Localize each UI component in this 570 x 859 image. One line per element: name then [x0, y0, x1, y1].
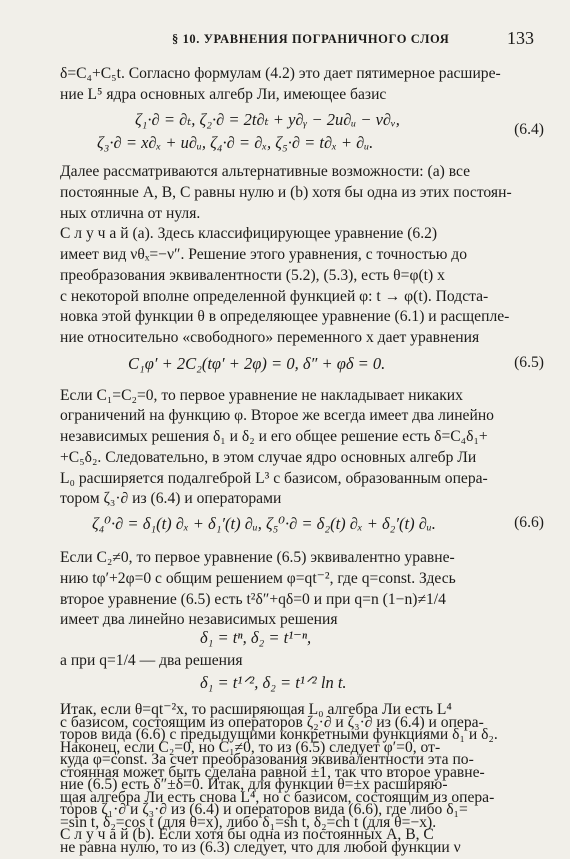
- text-line: тором ζ₃·∂ из (6.4) и операторами: [60, 490, 282, 507]
- text-line: независимых решения δ₁ и δ₂ и его общее решение есть δ=C₄δ₁+: [60, 428, 488, 445]
- text-line: постоянные A, B, C равны нулю и (b) хотя бы одна из этих постоян-: [60, 184, 512, 201]
- equation-6-6: [0, 514, 570, 538]
- text-line: ние относительно «свободного» переменного x дает уравнения: [60, 329, 480, 346]
- section-title: § 10. УРАВНЕНИЯ ПОГРАНИЧНОГО СЛОЯ: [172, 32, 450, 46]
- text-line: преобразования эквивалентности (5.2), (5.3), есть θ=φ(t) x: [60, 267, 445, 284]
- solutions-equation-1: [0, 628, 570, 652]
- text-line: имеет вид νθₓ=−ν″. Решение этого уравнения, с точностью до: [60, 246, 468, 263]
- text-line: стоянная может быть сделана равной ±1, так что второе уравне-: [60, 763, 485, 781]
- text-line: новка этой функции θ в определяющее уравнение (6.1) и расщепле-: [60, 308, 510, 325]
- equation-number: (6.6): [514, 514, 544, 531]
- page-number: 133: [507, 28, 534, 48]
- equation-6-4-number-row: [0, 121, 570, 145]
- text-line: ние (6.5) есть δ″±δ=0. Итак, для функции θ=±x расширяю-: [60, 776, 448, 794]
- text-line: с базисом, состоящим из операторов ζ₂·∂ и ζ₃·∂ из (6.4) и опера-: [60, 713, 484, 731]
- text-line: ных отлична от нуля.: [60, 205, 201, 222]
- text-line: =sin t, δ₂=cos t (для θ=x), либо δ₁=sh t, δ₂=ch t (для θ=−x).: [60, 813, 437, 831]
- text-line: торов вида (6.6) с предыдущими конкретными функциями δ₁ и δ₂.: [60, 726, 498, 744]
- equation-text: δ₁ = t¹ᐟ², δ₂ = t¹ᐟ² ln t.: [200, 673, 347, 692]
- equation-text: C₁φ′ + 2C₂(tφ′ + 2φ) = 0, δ″ + φδ = 0.: [128, 354, 386, 373]
- text-line: δ=C₄+C₅t. Согласно формулам (4.2) это дает пятимерное расшире-: [60, 65, 501, 82]
- text-line: куда φ=const. За счет преобразования эквивалентности эта по-: [60, 751, 474, 769]
- text-line: L₀ расширяется подалгеброй L³ с базисом, образованным опера-: [60, 470, 488, 487]
- solutions-equation-2: [0, 673, 570, 697]
- text-line: второе уравнение (6.5) есть t²δ″+qδ=0 и при q=n (1−n)≠1/4: [60, 591, 446, 608]
- text-line: имеет два линейно независимых решения: [60, 611, 338, 628]
- text-line: Далее рассматриваются альтернативные возможности: (a) все: [60, 163, 471, 180]
- text-line: Если C₂≠0, то первое уравнение (6.5) эквивалентно уравне-: [60, 549, 455, 566]
- text-line: щая алгебра Ли есть снова L⁴, но с базисом, состоящим из опера-: [60, 788, 495, 806]
- equation-text: ζ₄⁰·∂ = δ₁(t) ∂ₓ + δ₁′(t) ∂ᵤ, ζ₅⁰·∂ = δ₂(t) ∂ₓ + δ₂′(t) ∂ᵤ.: [92, 514, 436, 533]
- text-line: Наконец, если C₂=0, но C₁≠0, то из (6.5) следует φ′=0, от-: [60, 738, 441, 756]
- text-line: С л у ч а й (b). Если хотя бы одна из постоянных A, B, C: [60, 826, 434, 844]
- equation-text: ζ₃·∂ = x∂ₓ + u∂ᵤ, ζ₄·∂ = ∂ₓ, ζ₅·∂ = t∂ₓ + ∂ᵤ.: [97, 133, 374, 152]
- text-line: Итак, если θ=qt⁻²x, то расширяющая L₀ алгебра Ли есть L⁴: [60, 701, 452, 718]
- text-line: а при q=1/4 — два решения: [60, 652, 243, 669]
- text-line: +C₅δ₂. Следовательно, в этом случае ядро основных алгебр Ли: [60, 449, 477, 466]
- text-line: С л у ч а й (a). Здесь классифицирующее уравнение (6.2): [60, 225, 438, 242]
- equation-number: (6.4): [514, 121, 544, 138]
- page-header: [60, 30, 540, 52]
- equation-text: δ₁ = tⁿ, δ₂ = t¹⁻ⁿ,: [200, 628, 312, 647]
- text-line: торов ζ₁·∂ и ζ₃·∂ из (6.4) и операторов вида (6.6), где либо δ₁=: [60, 801, 468, 819]
- text-line: Если C₁=C₂=0, то первое уравнение не накладывает никаких: [60, 387, 463, 404]
- text-line: не равна нулю, то из (6.3) следует, что для любой функции ν: [60, 839, 461, 856]
- text-line: с некоторой вполне определенной функцией φ: t → φ(t). Подста-: [60, 288, 489, 305]
- equation-number: (6.5): [514, 354, 544, 371]
- text-line: нию tφ′+2φ=0 с общим решением φ=qt⁻², где q=const. Здесь: [60, 570, 456, 587]
- equation-6-5: [0, 354, 570, 378]
- equation-text: ζ₁·∂ = ∂ₜ, ζ₂·∂ = 2t∂ₜ + y∂ᵧ − 2u∂ᵤ − v∂ᵥ,: [135, 110, 400, 129]
- text-line: ние L⁵ ядра основных алгебр Ли, имеющее базис: [60, 86, 387, 103]
- text-line: ограничений на функцию φ. Второе же всегда имеет два линейно: [60, 407, 494, 424]
